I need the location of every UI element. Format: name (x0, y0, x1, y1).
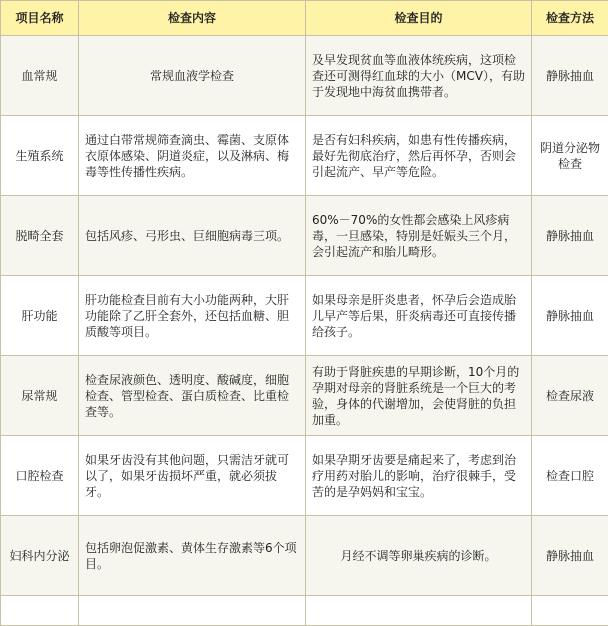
item-purpose: 有助于肾脏疾患的早期诊断，10个月的孕期对母亲的肾脏系统是一个巨大的考验，身体的代谢增加，会使肾脏的负担加重。 (306, 356, 532, 436)
header-content: 检查内容 (79, 1, 306, 36)
item-content: 包括风疹、弓形虫、巨细胞病毒三项。 (79, 196, 306, 276)
item-name: 脱畸全套 (1, 196, 79, 276)
item-method: 阴道分泌物检查 (532, 116, 608, 196)
table-row (1, 36, 608, 116)
table-row (1, 516, 608, 596)
empty-cell (79, 596, 306, 626)
item-name: 肝功能 (1, 276, 79, 356)
item-content: 包括卵泡促激素、黄体生存激素等6个项目。 (79, 516, 306, 596)
item-method: 检查尿液 (532, 356, 608, 436)
item-purpose: 60%－70%的女性都会感染上风疹病毒，一旦感染，特别是妊娠头三个月，会引起流产和胎儿畸形。 (306, 196, 532, 276)
empty-cell (532, 596, 608, 626)
item-content: 检查尿液颜色、透明度、酸碱度，细胞检查、管型检查、蛋白质检查、比重检查等。 (79, 356, 306, 436)
item-purpose: 如果母亲是肝炎患者，怀孕后会造成胎儿早产等后果，肝炎病毒还可直接传播给孩子。 (306, 276, 532, 356)
item-name: 生殖系统 (1, 116, 79, 196)
item-name: 血常规 (1, 36, 79, 116)
item-content: 肝功能检查目前有大小功能两种，大肝功能除了乙肝全套外，还包括血糖、胆质酸等项目。 (79, 276, 306, 356)
item-purpose: 如果孕期牙齿要是痛起来了，考虑到治疗用药对胎儿的影响，治疗很棘手，受苦的是孕妈妈和宝宝。 (306, 436, 532, 516)
item-method: 静脉抽血 (532, 276, 608, 356)
item-method: 检查口腔 (532, 436, 608, 516)
item-content: 如果牙齿没有其他问题，只需洁牙就可以了，如果牙齿损坏严重，就必须拔牙。 (79, 436, 306, 516)
item-content: 通过白带常规筛查滴虫、霉菌、支原体衣原体感染、阴道炎症，以及淋病、梅毒等性传播性疾病。 (79, 116, 306, 196)
header-name: 项目名称 (1, 1, 79, 36)
header-purpose: 检查目的 (306, 1, 532, 36)
item-purpose: 及早发现贫血等血液体统疾病，这项检查还可测得红血球的大小（MCV），有助于发现地中海贫血携带者。 (306, 36, 532, 116)
table-row (1, 356, 608, 436)
item-method: 静脉抽血 (532, 196, 608, 276)
table-header-row (1, 1, 608, 36)
empty-cell (1, 596, 79, 626)
item-purpose: 是否有妇科疾病，如患有性传播疾病，最好先彻底治疗，然后再怀孕，否则会引起流产、早产等危险。 (306, 116, 532, 196)
table-row (1, 196, 608, 276)
item-name: 口腔检查 (1, 436, 79, 516)
header-method: 检查方法 (532, 1, 608, 36)
table-row (1, 116, 608, 196)
item-content: 常规血液学检查 (79, 36, 306, 116)
table-row (1, 276, 608, 356)
table-row-cut-off (1, 596, 608, 626)
item-method: 静脉抽血 (532, 516, 608, 596)
item-method: 静脉抽血 (532, 36, 608, 116)
empty-cell (306, 596, 532, 626)
table-row (1, 436, 608, 516)
item-purpose: 月经不调等卵巢疾病的诊断。 (306, 516, 532, 596)
item-name: 妇科内分泌 (1, 516, 79, 596)
item-name: 尿常规 (1, 356, 79, 436)
